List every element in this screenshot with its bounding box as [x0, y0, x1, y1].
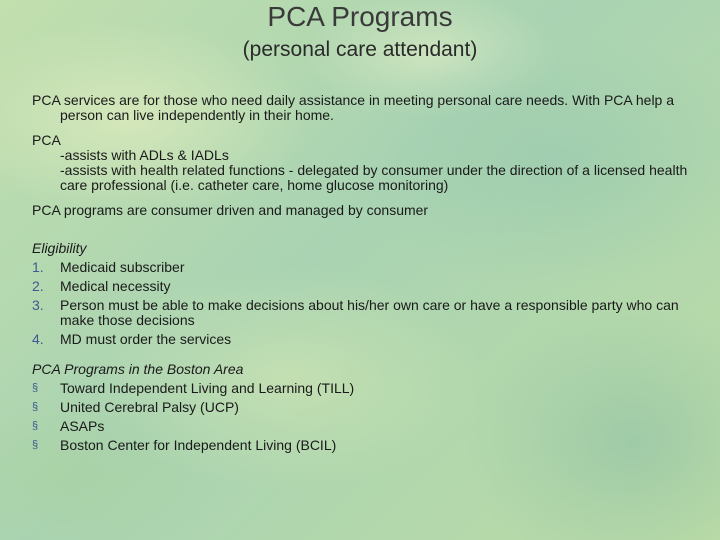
section-bullet-icon: § — [32, 420, 39, 432]
intro-paragraph: PCA services are for those who need daily assistance in meeting personal care needs. With PCA help a person can live independently in their home. — [32, 92, 675, 123]
list-number: 2. — [32, 278, 44, 294]
list-number: 3. — [32, 297, 44, 313]
pca-line-adl: -assists with ADLs & IADLs — [60, 147, 229, 163]
pca-line-health: -assists with health related functions - delegated by consumer under the direction of a licensed health care professional (i.e. catheter care, home glucose monitoring) — [60, 162, 688, 193]
list-item-text: Toward Independent Living and Learning (TILL) — [60, 380, 355, 396]
slide-title: PCA Programs — [267, 1, 453, 32]
list-item — [32, 260, 704, 275]
list-item — [32, 332, 704, 347]
list-item — [32, 400, 704, 415]
pca-block — [32, 133, 704, 193]
list-item — [32, 298, 704, 328]
list-item-text: Medical necessity — [60, 278, 171, 294]
boston-section — [32, 362, 704, 453]
list-item-text: Medicaid subscriber — [60, 259, 185, 275]
section-bullet-icon: § — [32, 382, 39, 394]
consumer-driven-paragraph: PCA programs are consumer driven and managed by consumer — [32, 202, 429, 218]
eligibility-section — [32, 241, 704, 347]
boston-heading: PCA Programs in the Boston Area — [32, 361, 244, 377]
list-item-text: Boston Center for Independent Living (BCIL) — [60, 437, 337, 453]
section-bullet-icon: § — [32, 401, 39, 413]
list-item — [32, 381, 704, 396]
list-item — [32, 279, 704, 294]
section-bullet-icon: § — [32, 439, 39, 451]
list-item-text: Person must be able to make decisions about his/her own care or have a responsible party who can make those decisions — [60, 297, 679, 328]
list-item-text: ASAPs — [60, 418, 105, 434]
slide-body — [32, 93, 704, 463]
pca-label: PCA — [32, 132, 61, 148]
list-number: 1. — [32, 259, 44, 275]
list-item — [32, 419, 704, 434]
slide-subtitle: (personal care attendant) — [242, 38, 478, 61]
list-item-text: MD must order the services — [60, 331, 232, 347]
list-item — [32, 438, 704, 453]
list-item-text: United Cerebral Palsy (UCP) — [60, 399, 239, 415]
list-number: 4. — [32, 331, 44, 347]
eligibility-heading: Eligibility — [32, 240, 87, 256]
